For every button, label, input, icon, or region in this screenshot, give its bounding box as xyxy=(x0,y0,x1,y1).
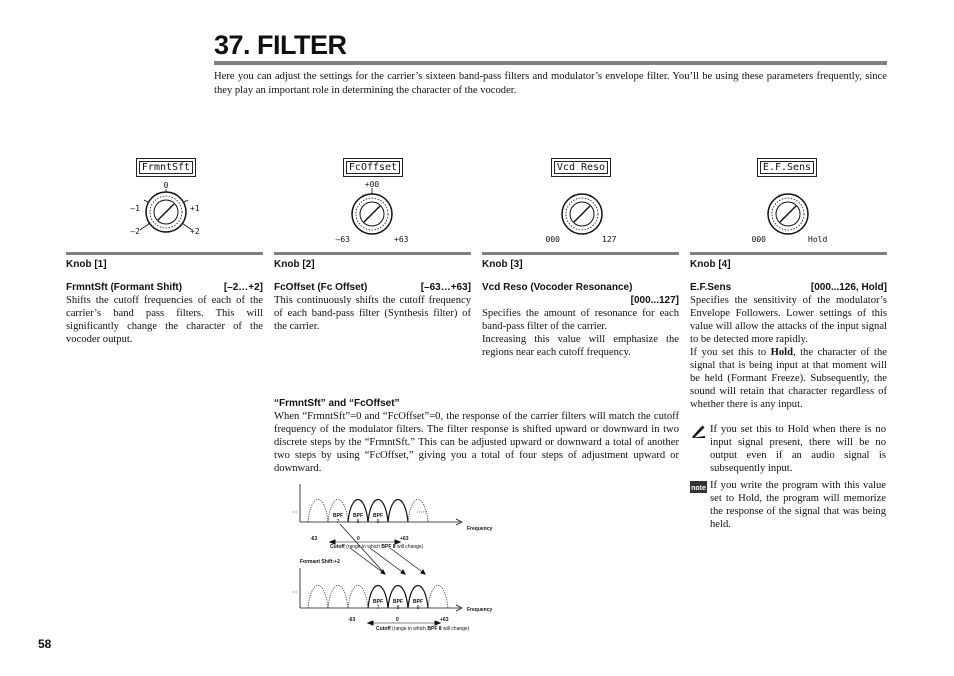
knob-3-dial xyxy=(536,186,628,248)
column-rule xyxy=(274,252,471,255)
knob-3-label-min: 000 xyxy=(545,235,560,244)
bottom-bpf-7-number: 7 xyxy=(376,605,380,611)
knob-2-dial xyxy=(328,180,420,246)
bottom-bpf-7-label: BPF xyxy=(373,599,383,605)
filter-shift-diagram xyxy=(280,482,510,636)
param-heading xyxy=(274,281,471,294)
knob-2-label-center: +00 xyxy=(364,180,380,189)
bottom-bpf-8-number: 8 xyxy=(396,605,400,611)
knob-4-label-min: 000 xyxy=(751,235,766,244)
top-frequency-label: Frequency xyxy=(467,526,493,532)
bottom-bpf-9-label: BPF xyxy=(413,599,423,605)
top-cutoff-caption: Cutoff (range in which BPF 8 will change) xyxy=(330,544,424,550)
note-icon xyxy=(690,481,707,493)
knob-3-label-max: 127 xyxy=(602,235,617,244)
knob-1-label-plus2: +2 xyxy=(190,227,200,236)
param-name: FcOffset (Fc Offset) xyxy=(274,282,368,293)
knob-heading: Knob [4] xyxy=(690,259,731,270)
bottom-bpf-8-label: BPF xyxy=(393,599,403,605)
param-range: [000...127] xyxy=(630,295,679,306)
param-description: Specifies the amount of resonance for each band-pass filter of the carrier. xyxy=(482,308,679,332)
top-cutoff-max: +63 xyxy=(400,536,409,542)
knob-4-dial xyxy=(742,186,842,248)
param-range: [–63…+63] xyxy=(420,282,471,293)
top-cutoff-min: -63 xyxy=(310,536,318,542)
column-rule xyxy=(690,252,887,255)
top-bpf-7-number: 7 xyxy=(336,519,340,525)
bottom-bpf-9-number: 9 xyxy=(416,605,420,611)
page-number: 58 xyxy=(38,637,52,651)
param-range: [–2…+2] xyxy=(223,282,263,293)
knob-heading: Knob [1] xyxy=(66,259,107,270)
knob-heading: Knob [2] xyxy=(274,259,315,270)
bottom-frequency-label: Frequency xyxy=(467,607,493,613)
column-knob-2 xyxy=(274,258,471,333)
knob-2-label-max: +63 xyxy=(394,235,409,244)
lcd-display-frmntsft: FrmntSft xyxy=(136,158,196,177)
param-description: This continuously shifts the cutoff frequency of each band-pass filter (Synthesis filter) of the carrier. xyxy=(274,295,471,332)
page-title: 37. FILTER xyxy=(214,30,347,60)
knob-1-dial xyxy=(120,182,212,244)
param-name: Vcd Reso (Vocoder Resonance) xyxy=(482,282,633,293)
lcd-display-vcdreso: Vcd Reso xyxy=(551,158,611,177)
section-heading: “FrmntSft” and “FcOffset” xyxy=(274,398,400,409)
lcd-display-fcoffset: FcOffset xyxy=(343,158,403,177)
knob-1-label-plus1: +1 xyxy=(190,204,200,213)
bottom-cutoff-zero: 0 xyxy=(396,617,399,623)
knob-heading: Knob [3] xyxy=(482,259,523,270)
bottom-cutoff-max: +63 xyxy=(440,617,449,623)
warning-text: If you set this to Hold when there is no input signal present, there will be no output even if an audio signal is subsequently input. xyxy=(710,424,886,474)
formant-shift-label: Formant Shift:+2 xyxy=(300,559,340,565)
note-text: If you write the program with this value set to Hold, the program will memorize the response of the signal that was being held. xyxy=(710,480,886,530)
knob-2-label-min: –63 xyxy=(335,235,350,244)
param-description-2: Increasing this value will emphasize the regions near each cutoff frequency. xyxy=(482,334,679,358)
title-rule xyxy=(214,61,887,65)
top-bpf-9-number: 9 xyxy=(376,519,380,525)
svg-text:note: note xyxy=(691,485,706,492)
top-bpf-8-number: 8 xyxy=(356,519,360,525)
section-body: When “FrmntSft”=0 and “FcOffset”=0, the response of the carrier filters will match the cutoff frequency of the modulator filters. The filter response is shifted upward or downward in two discrete steps by the “FrmntSft.” This can be adjusted upward or downward a total of another two steps by using “FcOffset,” giving you a total of four steps of adjustment upward or downward. xyxy=(274,411,679,474)
top-bpf-9-label: BPF xyxy=(373,513,383,519)
knob-1-label-minus1: –1 xyxy=(130,204,140,213)
bottom-cutoff-min: -63 xyxy=(348,617,356,623)
lcd-display-efsens: E.F.Sens xyxy=(757,158,817,177)
param-description-2: If you set this to Hold, the character of the signal that is being input at that moment will be held (Formant Freeze). Subsequently, the sound will retain that character regardless of whether there is any input. xyxy=(690,347,887,410)
column-knob-4 xyxy=(690,258,887,411)
column-rule xyxy=(482,252,679,255)
param-heading xyxy=(690,281,887,294)
top-bpf-8-label: BPF xyxy=(353,513,363,519)
param-name: FrmntSft (Formant Shift) xyxy=(66,282,183,293)
top-cutoff-zero: 0 xyxy=(357,536,360,542)
column-knob-1 xyxy=(66,258,263,346)
knob-4-label-max: Hold xyxy=(808,235,828,244)
param-heading xyxy=(66,281,263,294)
knob-1-label-minus2: –2 xyxy=(130,227,140,236)
note-block xyxy=(690,479,886,531)
param-name: E.F.Sens xyxy=(690,282,732,293)
param-description: Specifies the sensitivity of the modulator’s Envelope Followers. Lower settings of this value will allow the attacks of the input signal to be detected more rapidly. xyxy=(690,295,887,345)
param-description: Shifts the cutoff frequencies of each of the carrier’s band pass filters. This will significantly change the character of the vocoder output. xyxy=(66,295,263,345)
knob-1-label-0: 0 xyxy=(163,182,169,190)
intro-paragraph: Here you can adjust the settings for the carrier’s sixteen band-pass filters and modulator’s envelope filter. You’ll be using these parameters frequently, since they play an important role in determining the character of the vocoder. xyxy=(214,71,887,96)
section-frmntsft-fcoffset xyxy=(274,397,887,475)
param-range: [000...126, Hold] xyxy=(810,282,887,293)
column-knob-3 xyxy=(482,258,679,359)
top-bpf-7-label: BPF xyxy=(333,513,343,519)
column-rule xyxy=(66,252,263,255)
bottom-cutoff-caption: Cutoff (range in which BPF 8 will change) xyxy=(376,626,470,632)
